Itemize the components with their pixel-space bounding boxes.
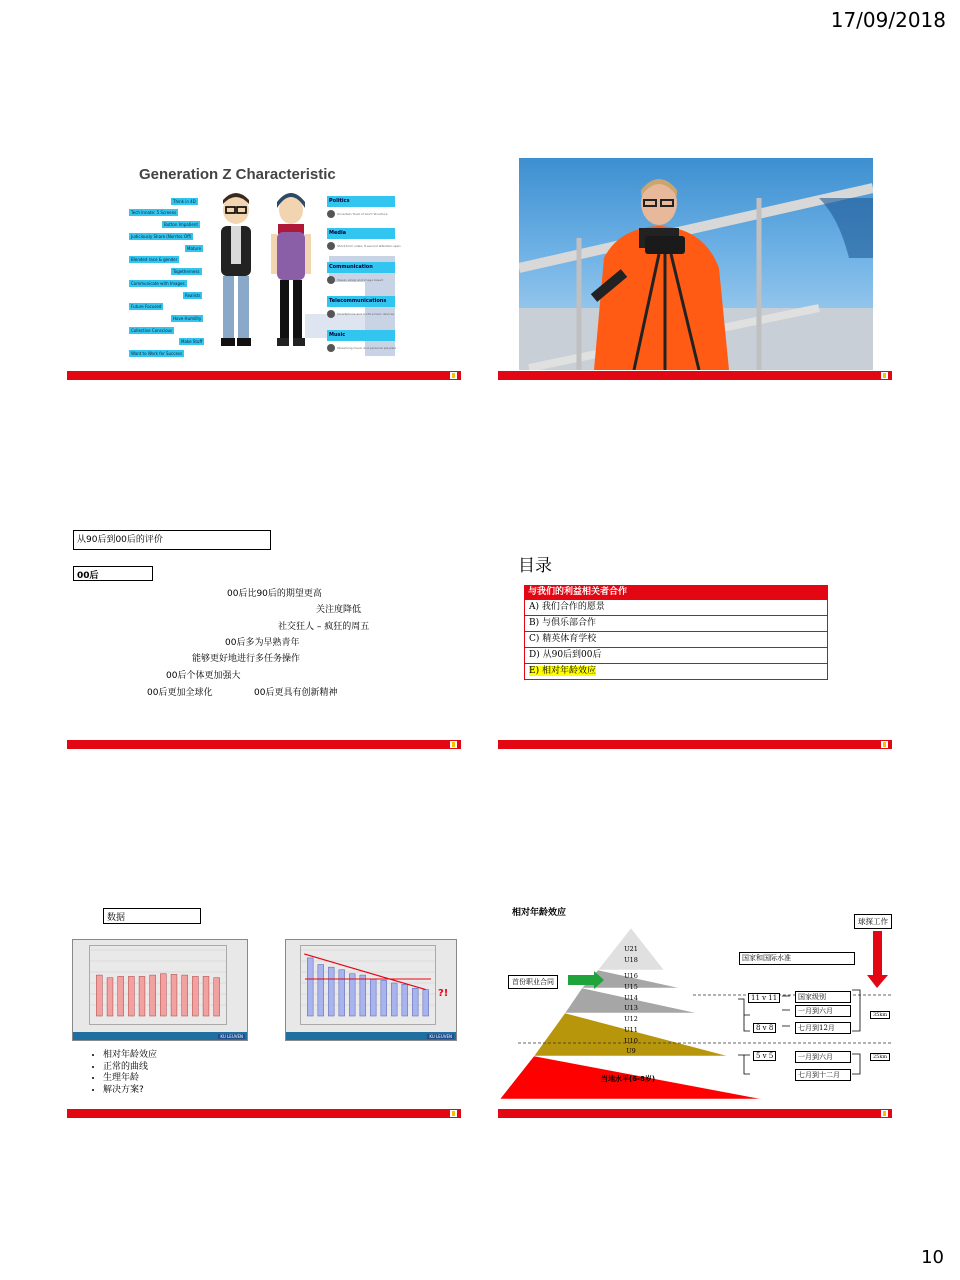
chart-bar xyxy=(160,974,166,1016)
media-icon xyxy=(327,242,335,250)
category-communication: Communication xyxy=(327,262,395,273)
photo-illustration xyxy=(519,158,873,370)
logo-icon xyxy=(881,741,888,748)
slide-title: Generation Z Characteristic xyxy=(139,166,336,183)
chart-bar xyxy=(182,975,188,1016)
trait-tag: Make Stuff xyxy=(181,339,203,344)
chart-footer xyxy=(73,1032,247,1040)
bullet-item: • 相对年龄效应 xyxy=(103,1050,157,1062)
phrase: 00后更具有创新精神 xyxy=(254,688,338,698)
chart-bar xyxy=(203,976,209,1016)
footer-bar xyxy=(498,371,892,380)
chart-left-plot xyxy=(89,945,227,1025)
bullet-item: • 解决方案? xyxy=(103,1085,157,1097)
chart-bar xyxy=(307,958,313,1016)
slide-data xyxy=(67,896,461,1118)
first-contract-box: 首份职业合同 xyxy=(508,975,558,989)
category-politics: Politics xyxy=(327,196,395,207)
category-telecommunications: Telecommunications xyxy=(327,296,395,307)
base-level-label: 当地水平(6-8岁) xyxy=(601,1075,656,1083)
chart-bar xyxy=(328,967,334,1016)
chart-left-svg xyxy=(90,946,226,1024)
period-box: 七月到十二月 xyxy=(795,1069,851,1081)
phrase: 00后多为早熟青年 xyxy=(225,638,300,648)
trait-tag: Button Impatient xyxy=(164,222,198,227)
print-date: 17/09/2018 xyxy=(830,8,946,32)
category-desc: Smartphone and multi-screen devices xyxy=(337,312,395,316)
level-label: U15 xyxy=(624,983,638,991)
category-media: Media xyxy=(327,228,395,239)
chart-bar xyxy=(381,980,387,1016)
slide-generation-z xyxy=(67,158,461,380)
chart-left-frame xyxy=(72,939,248,1041)
chart-right-plot xyxy=(300,945,436,1025)
slide-title: 目录 xyxy=(518,556,552,576)
format-box: 11 v 11 xyxy=(748,993,780,1003)
toc-item-current xyxy=(524,664,828,680)
slide-title: 从90后到00后的评价 xyxy=(73,530,271,550)
scout-box: 球探工作 xyxy=(854,914,892,929)
slide-relative-age-effect xyxy=(498,896,892,1118)
bullet-list xyxy=(89,1050,157,1096)
slide-title: 相对年龄效应 xyxy=(512,908,567,918)
ku-leuven-logo: KU LEUVEN xyxy=(220,1034,243,1039)
coach-with-camera-photo xyxy=(519,158,873,370)
logo-icon xyxy=(881,1110,888,1117)
level-label: U9 xyxy=(626,1047,636,1055)
logo-icon xyxy=(450,741,457,748)
trait-tag: Togetherness xyxy=(173,269,200,274)
ku-leuven-logo: KU LEUVEN xyxy=(429,1034,452,1039)
phrase: 00后个体更加强大 xyxy=(166,671,241,681)
footer-bar xyxy=(67,740,461,749)
chart-bar xyxy=(96,975,102,1016)
chart-bar xyxy=(423,990,429,1016)
globe-icon xyxy=(327,210,335,218)
format-box: 8 v 8 xyxy=(753,1023,776,1033)
trait-tag: Communicate with Images xyxy=(131,281,185,286)
trait-tag: Blended race & gender xyxy=(131,257,178,262)
trait-tag: Mature xyxy=(187,246,202,251)
chart-bar xyxy=(349,974,355,1016)
category-desc: Streaming music and personal playlists xyxy=(337,346,397,350)
trait-tag: Have Humility xyxy=(173,316,202,321)
footer-bar xyxy=(67,1109,461,1118)
trait-tag: Judiciously Share (Norrtoc Off) xyxy=(131,234,192,239)
level-label: U13 xyxy=(624,1004,638,1012)
toc-header: 与我们的利益相关者合作 xyxy=(524,585,828,600)
chart-bar xyxy=(214,978,220,1016)
level-label: U14 xyxy=(624,994,638,1002)
toc-item: A) 我们合作的愿景 xyxy=(524,600,828,616)
music-icon xyxy=(327,344,335,352)
toc-item: C) 精英体育学校 xyxy=(524,632,828,648)
category-desc: Visual, emoji and image based xyxy=(337,278,384,282)
distance-box: 25km xyxy=(870,1053,890,1061)
toc-table xyxy=(524,585,828,680)
chart-bar xyxy=(128,976,134,1016)
logo-icon xyxy=(881,372,888,379)
chart-bar xyxy=(107,978,113,1016)
chart-bar xyxy=(150,975,156,1016)
phrase: 00后比90后的期望更高 xyxy=(227,589,322,599)
trait-tag: Realists xyxy=(185,293,201,298)
category-desc: Short-form video, 8 second attention span xyxy=(337,244,401,248)
toc-item-highlight: E) 相对年龄效应 xyxy=(529,666,596,676)
period-box: 一月到六月 xyxy=(795,1005,851,1017)
chart-bar xyxy=(118,976,124,1016)
annotation-mark: ?! xyxy=(438,988,449,999)
period-box: 一月到六月 xyxy=(795,1051,851,1063)
slide-subtitle: 00后 xyxy=(73,566,153,581)
format-box: 5 v 5 xyxy=(753,1051,776,1061)
period-box: 国家级别 xyxy=(795,991,851,1003)
chart-bar xyxy=(339,970,345,1016)
chart-bar xyxy=(360,975,366,1016)
level-label: U16 xyxy=(624,972,638,980)
footer-bar xyxy=(67,371,461,380)
phone-icon xyxy=(327,310,335,318)
chart-bar xyxy=(370,979,376,1016)
trait-tag: Tech Innate: 5 Screens xyxy=(131,210,177,215)
slide-evaluation xyxy=(67,527,461,749)
slide-photo xyxy=(498,158,892,380)
bullet-item: • 生理年龄 xyxy=(103,1073,157,1085)
distance-box: 35km xyxy=(870,1011,890,1019)
phrase: 关注度降低 xyxy=(316,605,362,615)
phrase: 00后更加全球化 xyxy=(147,688,213,698)
chart-bar xyxy=(402,984,408,1016)
phrase: 能够更好地进行多任务操作 xyxy=(192,654,301,664)
level-label: U18 xyxy=(624,956,638,964)
slide-table-of-contents xyxy=(498,527,892,749)
period-box: 七月到12月 xyxy=(795,1022,851,1034)
toc-item: D) 从90后到00后 xyxy=(524,648,828,664)
bullet-item: • 正常的曲线 xyxy=(103,1062,157,1074)
trait-tag: Think in 4D xyxy=(173,199,196,204)
chart-bar xyxy=(171,974,177,1016)
level-label: U11 xyxy=(624,1026,638,1034)
chart-bar xyxy=(412,988,418,1016)
level-label: U21 xyxy=(624,945,638,953)
chat-icon xyxy=(327,276,335,284)
trait-tag: Want to Work for Success xyxy=(131,351,183,356)
chart-right-frame xyxy=(285,939,457,1041)
logo-icon xyxy=(450,1110,457,1117)
level-label: U12 xyxy=(624,1015,638,1023)
trait-tag: Collective Conscious xyxy=(131,328,173,333)
toc-item: B) 与俱乐部合作 xyxy=(524,616,828,632)
chart-bar xyxy=(318,965,324,1016)
level-label: U10 xyxy=(624,1037,638,1045)
chart-footer xyxy=(286,1032,456,1040)
footer-bar xyxy=(498,740,892,749)
footer-bar xyxy=(498,1109,892,1118)
chart-right-svg xyxy=(301,946,435,1024)
slide-title: 数据 xyxy=(103,908,201,924)
chart-bar xyxy=(192,976,198,1016)
logo-icon xyxy=(450,372,457,379)
phrase: 社交狂人 – 疯狂的周五 xyxy=(278,622,370,632)
page-number: 10 xyxy=(921,1247,944,1268)
category-desc: Uncertain Trust of Gov't Structure xyxy=(337,212,388,216)
category-music: Music xyxy=(327,330,395,341)
national-level-box: 国家和国际水准 xyxy=(739,952,855,965)
trait-tag: Future Focused xyxy=(131,304,162,309)
chart-bar xyxy=(391,983,397,1016)
chart-bar xyxy=(139,976,145,1016)
